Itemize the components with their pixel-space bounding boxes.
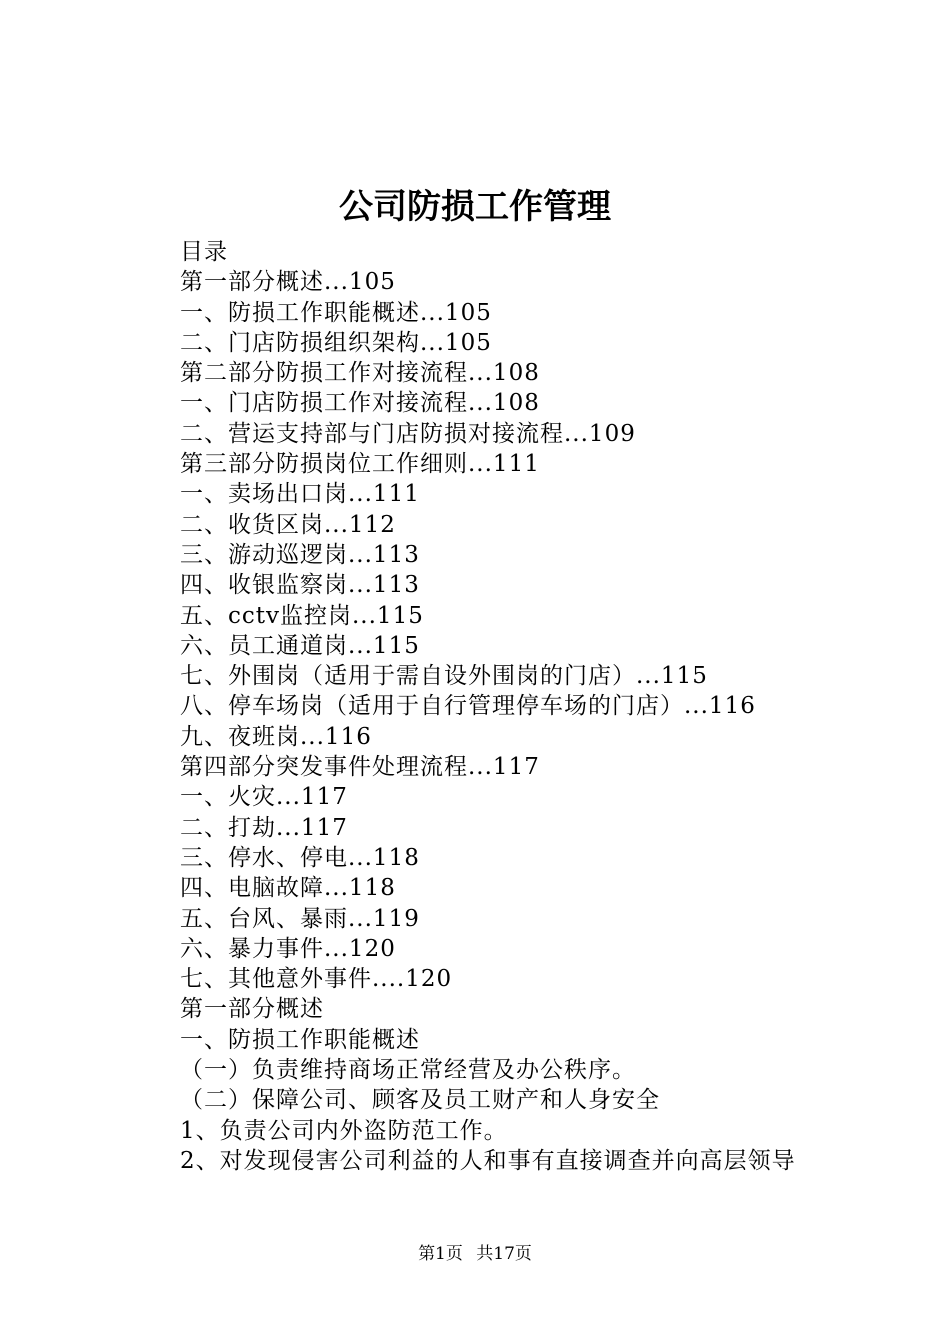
- toc-entry: 六、员工通道岗...115: [180, 632, 420, 659]
- toc-entry: 二、收货区岗...112: [180, 511, 396, 538]
- document-body: [180, 237, 880, 1176]
- toc-entry: 第一部分概述...105: [180, 269, 396, 296]
- toc-entry: 二、门店防损组织架构...105: [180, 329, 492, 356]
- toc-entry: 四、电脑故障...118: [180, 875, 396, 902]
- toc-entry: 三、停水、停电...118: [180, 844, 420, 871]
- document-title: 公司防损工作管理: [339, 187, 611, 227]
- toc-entry: 四、收银监察岗...113: [180, 572, 420, 599]
- toc-entry: 一、卖场出口岗...111: [180, 481, 420, 508]
- toc-entry: 五、台风、暴雨...119: [180, 905, 420, 932]
- toc-entry: 七、其他意外事件....120: [180, 966, 453, 993]
- toc-entry: 一、门店防损工作对接流程...108: [180, 390, 540, 417]
- page-number: 第1页: [418, 1244, 463, 1264]
- toc-entry: 五、cctv监控岗...115: [180, 602, 424, 629]
- page-footer: [0, 1242, 950, 1266]
- toc-entry: 三、游动巡逻岗...113: [180, 541, 420, 568]
- page-total: 共17页: [476, 1244, 532, 1264]
- toc-entry: 第二部分防损工作对接流程...108: [180, 360, 540, 387]
- paragraph: （二）保障公司、顾客及员工财产和人身安全: [180, 1087, 660, 1114]
- toc-entry: 七、外围岗（适用于需自设外围岗的门店）...115: [180, 663, 708, 690]
- toc-entry: 一、火灾...117: [180, 784, 348, 811]
- toc-entry: 二、打劫...117: [180, 814, 348, 841]
- toc-entry: 第四部分突发事件处理流程...117: [180, 754, 540, 781]
- section-heading: 第一部分概述: [180, 996, 324, 1023]
- paragraph: 1、负责公司内外盗防范工作。: [180, 1117, 508, 1144]
- paragraph: （一）负责维持商场正常经营及办公秩序。: [180, 1057, 636, 1084]
- toc-entry: 一、防损工作职能概述...105: [180, 299, 492, 326]
- paragraph: 2、对发现侵害公司利益的人和事有直接调查并向高层领导: [180, 1147, 796, 1174]
- subsection-heading: 一、防损工作职能概述: [180, 1026, 420, 1053]
- toc-entry: 第三部分防损岗位工作细则...111: [180, 451, 540, 478]
- toc-entry: 八、停车场岗（适用于自行管理停车场的门店）...116: [180, 693, 756, 720]
- toc-entry: 九、夜班岗...116: [180, 723, 372, 750]
- toc-entry: 二、营运支持部与门店防损对接流程...109: [180, 420, 636, 447]
- toc-entry: 六、暴力事件...120: [180, 935, 396, 962]
- toc-heading: 目录: [180, 239, 228, 265]
